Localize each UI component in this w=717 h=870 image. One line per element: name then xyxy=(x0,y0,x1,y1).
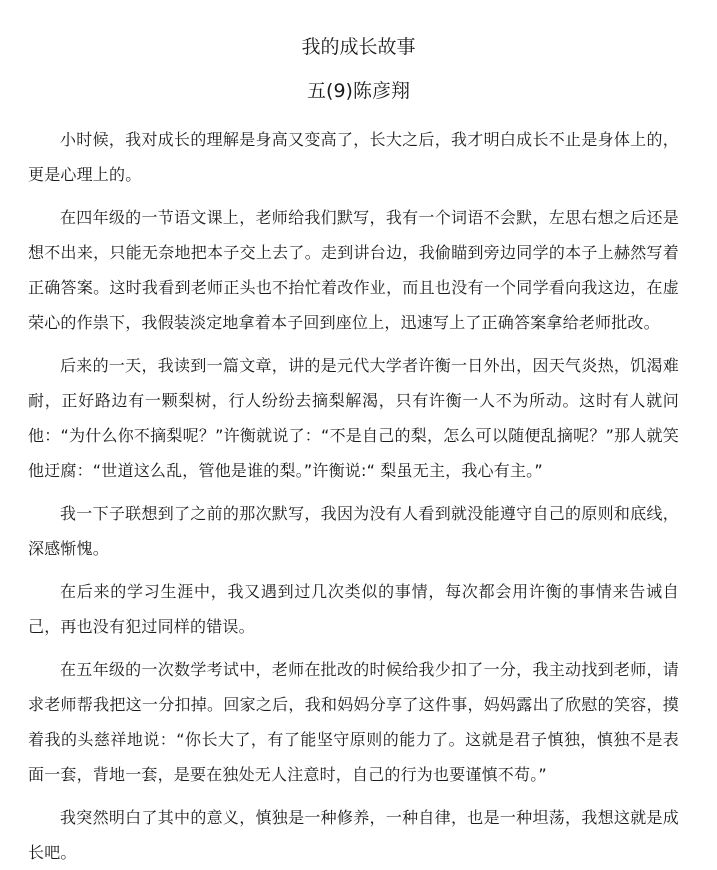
paragraph-2: 在四年级的一节语文课上，老师给我们默写，我有一个词语不会默，左思右想之后还是想不出来，只能无奈地把本子交上去了。走到讲台边，我偷瞄到旁边同学的本子上赫然写着正确答案。这时我看到老师正头也不抬忙着改作业，而且也没有一个同学看向我这边，在虚荣心的作祟下，我假装淡定地拿着本子回到座位上，迅速写上了正确答案拿给老师批改。 xyxy=(28,208,679,332)
document-body xyxy=(28,122,679,870)
paragraph-6: 在五年级的一次数学考试中，老师在批改的时候给我少扣了一分，我主动找到老师，请求老师帮我把这一分扣掉。回家之后，我和妈妈分享了这件事，妈妈露出了欣慰的笑容，摸着我的头慈祥地说：“你长大了，有了能坚守原则的能力了。这就是君子慎独，慎独不是表面一套，背地一套，是要在独处无人注意时，自己的行为也要谨慎不苟。” xyxy=(28,660,679,784)
paragraph-5: 在后来的学习生涯中，我又遇到过几次类似的事情，每次都会用许衡的事情来告诫自己，再也没有犯过同样的错误。 xyxy=(28,582,679,636)
document-title: 我的成长故事 xyxy=(301,36,416,58)
paragraph-7: 我突然明白了其中的意义，慎独是一种修养，一种自律，也是一种坦荡，我想这就是成长吧。 xyxy=(28,808,679,862)
paragraph-4: 我一下子联想到了之前的那次默写，我因为没有人看到就没能遵守自己的原则和底线，深感惭愧。 xyxy=(28,504,679,558)
document-author: 五(9)陈彦翔 xyxy=(307,80,410,102)
paragraph-3: 后来的一天，我读到一篇文章，讲的是元代大学者许衡一日外出，因天气炎热，饥渴难耐，正好路边有一颗梨树，行人纷纷去摘梨解渴，只有许衡一人不为所动。这时有人就问他：“为什么你不摘梨呢？”许衡就说了：“不是自己的梨，怎么可以随便乱摘呢？”那人就笑他迂腐：“世道这么乱，管他是谁的梨。”许衡说:“ 梨虽无主，我心有主。” xyxy=(28,356,679,480)
paragraph-1: 小时候，我对成长的理解是身高又变高了，长大之后，我才明白成长不止是身体上的，更是心理上的。 xyxy=(28,130,679,184)
